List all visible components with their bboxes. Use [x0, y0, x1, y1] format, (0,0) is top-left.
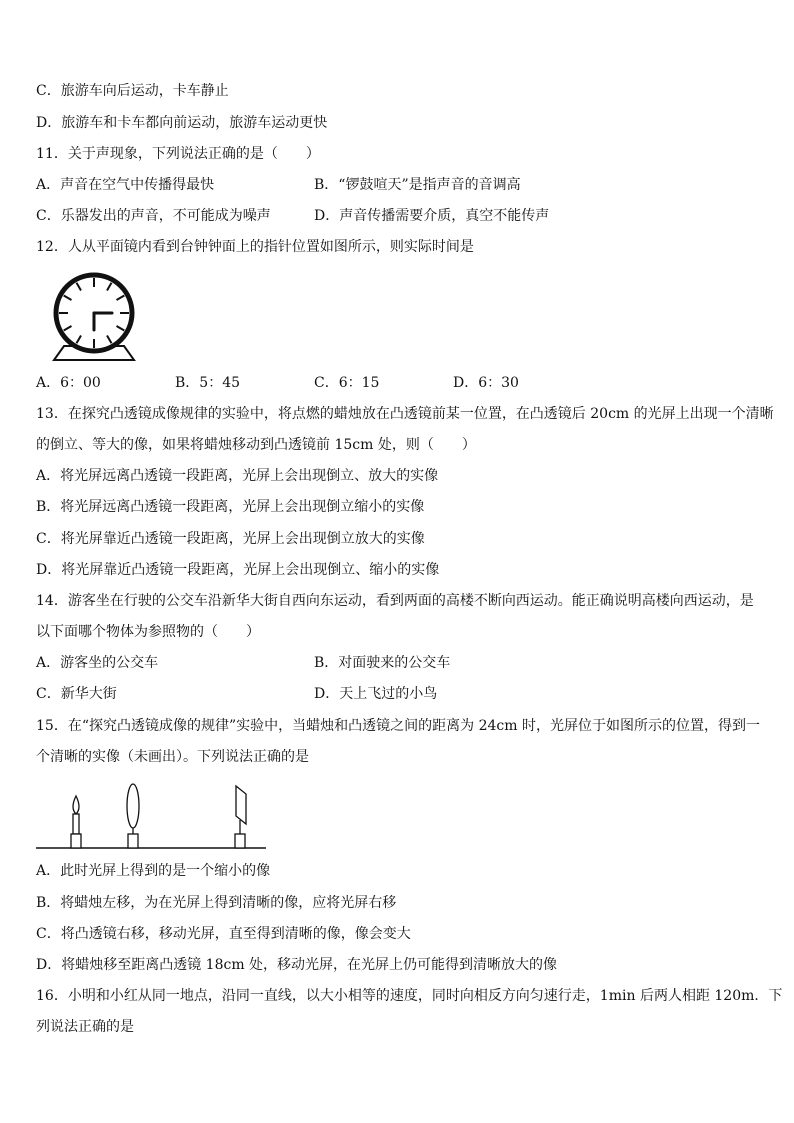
q15-option-d: D．将蜡烛移至距离凸透镜 18cm 处，移动光屏，在光屏上仍可能得到清晰放大的像	[36, 957, 558, 973]
q14-option-b: B．对面驶来的公交车	[314, 655, 451, 671]
q11-option-d: D．声音传播需要介质，真空不能传声	[314, 208, 550, 224]
q13-option-d: D．将光屏靠近凸透镜一段距离，光屏上会出现倒立、缩小的实像	[36, 562, 440, 578]
q15-stem-line2: 个清晰的实像（未画出）。下列说法正确的是	[36, 749, 309, 765]
q10-option-c: C．旅游车向后运动，卡车静止	[36, 83, 229, 99]
q12-option-a: A．6：00	[36, 375, 101, 391]
q13-option-c: C．将光屏靠近凸透镜一段距离，光屏上会出现倒立放大的实像	[36, 531, 425, 547]
q15-option-c: C．将凸透镜右移，移动光屏，直至得到清晰的像，像会变大	[36, 926, 411, 942]
convex-lens-icon	[127, 784, 139, 848]
q15-option-b: B．将蜡烛左移，为在光屏上得到清晰的像，应将光屏右移	[36, 895, 397, 911]
q12-option-d: D．6：30	[453, 375, 519, 391]
q13-stem-line1: 13．在探究凸透镜成像规律的实验中，将点燃的蜡烛放在凸透镜前某一位置，在凸透镜后 20cm 的光屏上出现一个清晰	[36, 406, 774, 422]
q14-option-a: A．游客坐的公交车	[36, 655, 159, 671]
q15-option-a: A．此时光屏上得到的是一个缩小的像	[36, 863, 271, 879]
q12-stem: 12．人从平面镜内看到台钟钟面上的指针位置如图所示，则实际时间是	[36, 239, 474, 255]
clock-icon	[46, 270, 142, 364]
optical-bench-icon	[36, 780, 268, 852]
q14-stem-line1: 14．游客坐在行驶的公交车沿新华大街自西向东运动，看到两面的高楼不断向西运动。能正确说明高楼向西运动，是	[36, 593, 754, 609]
q10-option-d: D．旅游车和卡车都向前运动，旅游车运动更快	[36, 115, 328, 131]
q12-option-c: C．6：15	[314, 375, 380, 391]
q14-option-c: C．新华大街	[36, 686, 117, 702]
q11-option-b: B．“锣鼓喧天”是指声音的音调高	[314, 177, 521, 193]
q12-option-b: B．5：45	[175, 375, 241, 391]
q13-option-a: A．将光屏远离凸透镜一段距离，光屏上会出现倒立、放大的实像	[36, 468, 439, 484]
q13-option-b: B．将光屏远离凸透镜一段距离，光屏上会出现倒立缩小的实像	[36, 499, 425, 515]
q15-stem-line1: 15．在“探究凸透镜成像的规律”实验中，当蜡烛和凸透镜之间的距离为 24cm 时，光屏位于如图所示的位置，得到一	[36, 718, 760, 734]
q16-stem-line1: 16．小明和小红从同一地点，沿同一直线，以大小相等的速度，同时向相反方向匀速行走，1min 后两人相距 120m．下	[36, 988, 783, 1004]
q11-option-a: A．声音在空气中传播得最快	[36, 177, 215, 193]
q16-stem-line2: 列说法正确的是	[36, 1019, 134, 1035]
q14-stem-line2: 以下面哪个物体为参照物的（ ）	[36, 624, 260, 640]
light-screen-icon	[235, 786, 246, 848]
q13-stem-line2: 的倒立、等大的像，如果将蜡烛移动到凸透镜前 15cm 处，则（ ）	[36, 437, 476, 453]
q11-stem: 11．关于声现象，下列说法正确的是（ ）	[36, 146, 320, 162]
q11-option-c: C．乐器发出的声音，不可能成为噪声	[36, 208, 271, 224]
q14-option-d: D．天上飞过的小鸟	[314, 686, 438, 702]
candle-icon	[71, 796, 81, 848]
